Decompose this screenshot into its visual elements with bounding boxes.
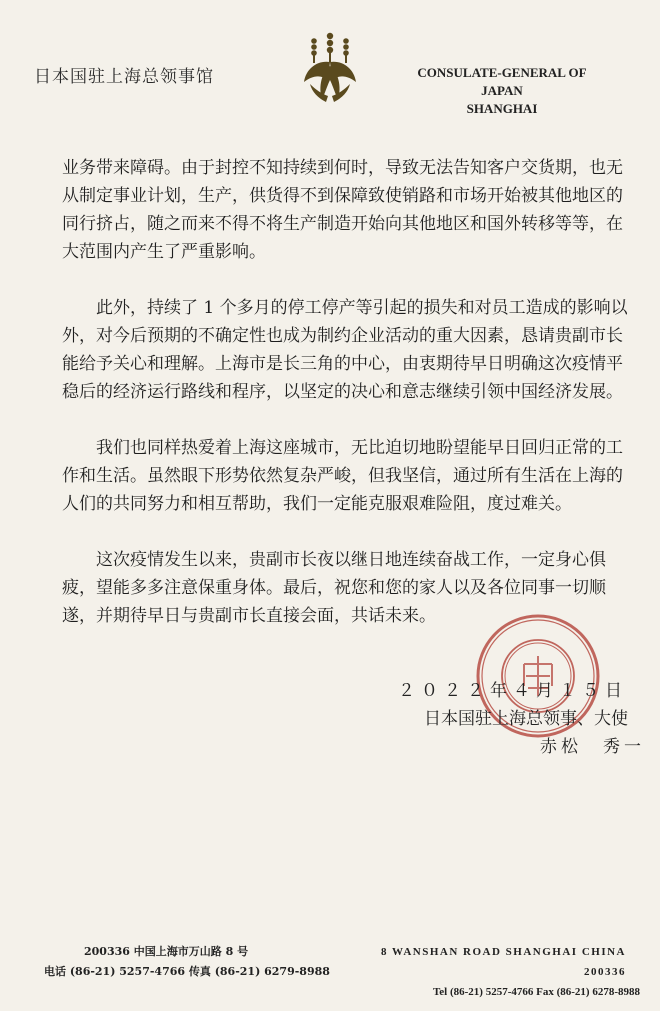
paragraph-2: 此外，持续了 1 个多月的停工停产等引起的损失和对员工造成的影响以外，对今后预期的不确定性也成为制约企业活动的重大因素，恳请贵副市长能给予关心和理解。上海市是长三角的中心，由衷期待早日明确这次疫情平稳后的经济运行路线和程序，以坚定的决心和意志继续引领中国经济发展。 — [62, 298, 628, 402]
org-name-en — [402, 64, 602, 118]
letter-body — [62, 154, 636, 658]
org-name-cn: 日本国驻上海总领事馆 — [34, 67, 214, 87]
org-name-en-line1: CONSULATE-GENERAL OF JAPAN — [417, 65, 587, 98]
paulownia-crest-icon — [300, 30, 360, 108]
signer-name: 赤松 秀一 — [540, 737, 645, 757]
footer-address-en: 8 WANSHAN ROAD SHANGHAI CHINA 200336 — [381, 946, 626, 978]
letter-date: ２０２２年４月１５日 — [398, 681, 628, 701]
org-name-en-line2: SHANGHAI — [466, 101, 538, 116]
paragraph-1: 业务带来障碍。由于封控不知持续到何时，导致无法告知客户交货期，也无从制定事业计划，生产，供货得不到保障致使销路和市场开始被其他地区的同行挤占，随之而来不得不将生产制造开始向其他地区和国外转移等等，在大范围内产生了严重影响。 — [62, 158, 623, 262]
footer-phone-en: Tel (86-21) 5257-4766 Fax (86-21) 6278-8988 — [432, 986, 640, 998]
paragraph-3: 我们也同样热爱着上海这座城市，无比迫切地盼望能早日回归正常的工作和生活。虽然眼下形势依然复杂严峻，但我坚信，通过所有生活在上海的人们的共同努力和相互帮助，我们一定能克服艰难险阻，度过难关。 — [62, 438, 623, 514]
footer-cn — [44, 942, 330, 982]
signer-title: 日本国驻上海总领事、大使 — [424, 709, 628, 729]
footer-en — [380, 942, 640, 1002]
footer-address-cn: 200336 中国上海市万山路 8 号 — [84, 945, 249, 958]
footer-phone-cn: 电话 (86-21) 5257-4766 传真 (86-21) 6279-8988 — [44, 965, 330, 978]
paragraph-4: 这次疫情发生以来，贵副市长夜以继日地连续奋战工作，一定身心俱疲，望能多多注意保重身体。最后，祝您和您的家人以及各位同事一切顺遂，并期待早日与贵副市长直接会面，共话未来。 — [62, 550, 606, 626]
